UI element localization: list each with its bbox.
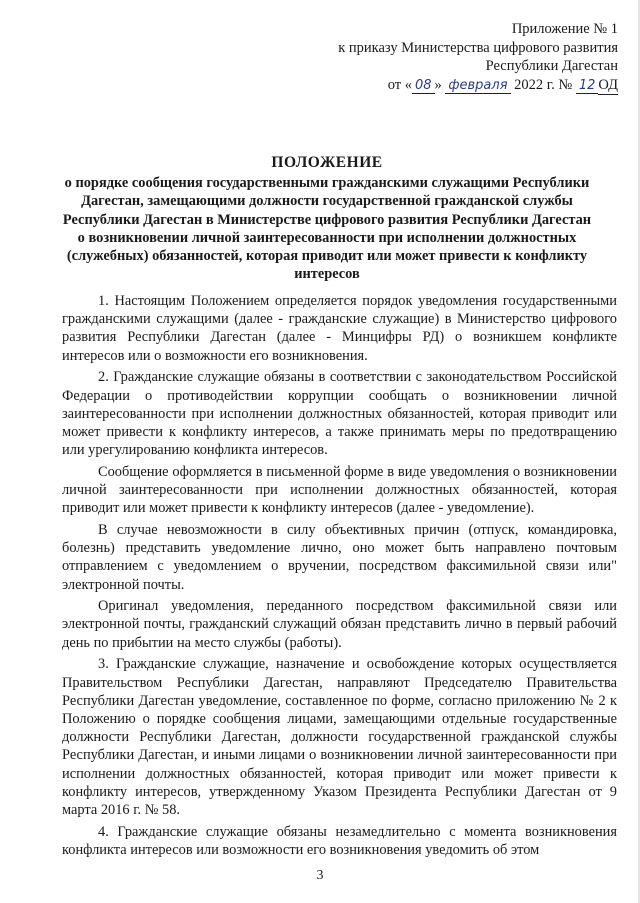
handwritten-month: февраля [445,78,510,94]
title-main: ПОЛОЖЕНИЕ [271,154,383,171]
paragraph: Сообщение оформляется в письменной форме в виде уведомления о возникновении личной заинтересованности при исполнении должностных обязанностей, которая приводит или может привести к конфликту интересов (далее - уведомление). [62,463,617,517]
republic-name: Республики Дагестан [485,58,618,74]
handwritten-day: 08 [412,78,435,94]
date-prefix: от « [387,76,412,93]
paragraph: 2. Гражданские служащие обязаны в соответствии с законодательством Российской Федерации о противодействии коррупции сообщать о возникновении личной заинтересованности при исполнении должностных обязанностей, которая приводит или может привести к конфликту интересов, а также принимать меры по предотвращению или урегулированию конфликта интересов. [62,369,617,459]
page-number: 3 [316,868,324,883]
paragraph: 1. Настоящим Положением определяется порядок уведомления государственными гражданскими служащими (далее - гражданские служащие) в Министерство цифрового развития Республики Дагестан (далее - Минцифры РД) о возникшем конфликте интересов или о возможности его возникновения. [62,293,617,364]
order-date-line [288,76,618,96]
title-subtitle: о порядке сообщения государственными гражданскими служащими Республики Дагестан, замещающими должности государственной гражданской службы Республики Дагестан в Министерстве цифрового развития Республики Дагестан о возникновении личной заинтересованности при исполнении должностных (служебных) обязанностей, которая приводит или может привести к конфликту интересов [62,175,592,283]
appendix-header [288,20,618,95]
regulation-title [62,154,592,283]
number-suffix: ОД [598,76,618,96]
document-body [62,292,617,863]
date-mid: » [434,76,442,93]
handwritten-number: 12 [576,78,599,94]
order-reference: к приказу Министерства цифрового развития [338,39,618,56]
paragraph: 3. Гражданские служащие, назначение и освобождение которых осуществляется Правительством Республики Дагестан, направляют Председателю Правительства Республики Дагестан уведомление, составленное по форме, согласно приложению № 2 к Положению о порядке сообщения лицами, замещающими отдельные государственные должности Республики Дагестан, должности государственной гражданской службы Республики Дагестан, и иными лицами о возникновении личной заинтересованности при исполнении должностных обязанностей, которая приводит или может привести к конфликту интересов, утвержденному Указом Президента Республики Дагестан от 9 марта 2016 г. № 58. [62,656,617,818]
paragraph: Оригинал уведомления, переданного посредством факсимильной связи или электронной почты, гражданский служащий обязан представить лично в первый рабочий день по прибытии на место службы (работы). [62,598,617,651]
paragraph: В случае невозможности в силу объективных причин (отпуск, командировка, болезнь) представить уведомление лично, оно может быть направлено почтовым отправлением с уведомлением о вручении, посредством факсимильной связи или" электронной почты. [62,521,617,593]
appendix-number: Приложение № 1 [511,21,618,37]
year-text: 2022 г. № [514,76,573,93]
paragraph: 4. Гражданские служащие обязаны незамедлительно с момента возникновения конфликта интересов или возможности его возникновения уведомить об этом [62,823,617,858]
